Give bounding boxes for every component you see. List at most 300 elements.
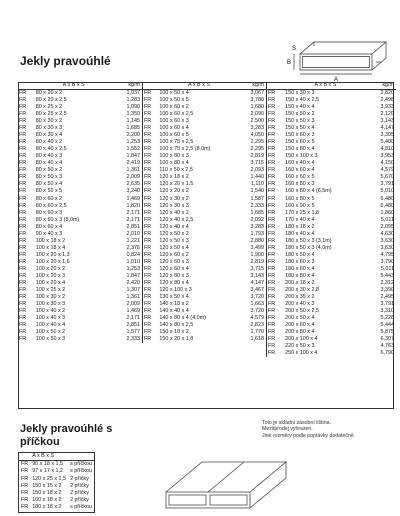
weight-per-meter: 2,851 xyxy=(126,223,140,230)
table-row xyxy=(143,188,267,195)
profile-code: FR xyxy=(19,216,27,223)
profile-dimensions: 200 x 35 x 2 xyxy=(285,293,315,300)
weight-per-meter: 5,011 xyxy=(380,265,394,272)
profile-code: FR xyxy=(268,202,276,209)
weight-per-meter: 1,847 xyxy=(126,272,140,279)
spec-table-1 xyxy=(18,82,142,343)
profile-code: FR xyxy=(268,223,276,230)
profile-dimensions: 100 x 80 x 3 xyxy=(159,153,189,160)
weight-per-meter: 4,147 xyxy=(250,279,264,286)
profile-note: s příčkou xyxy=(70,468,92,475)
weight-per-meter: 2,171 xyxy=(126,216,140,223)
table-row xyxy=(267,322,397,329)
table-row xyxy=(143,287,267,294)
weight-per-meter: 2,312 xyxy=(380,279,394,286)
table-row xyxy=(143,273,267,280)
profile-code: FR xyxy=(144,322,152,329)
profile-code: FR xyxy=(144,336,152,343)
profile-code: FR xyxy=(19,223,27,230)
profile-dimensions: 120 x 80 x 3 xyxy=(159,272,189,279)
profile-dimensions: 150 x 60 x 3 xyxy=(285,132,315,139)
table-row xyxy=(267,259,397,266)
table-row xyxy=(18,259,142,266)
profile-dimensions: 120 x 40 x 2,5 xyxy=(159,216,194,223)
profile-dimensions: 80 x 60 x 3 xyxy=(35,209,63,216)
profile-code: FR xyxy=(268,251,276,258)
profile-dimensions: 160 x 80 x 3 xyxy=(285,181,315,188)
table-row xyxy=(267,188,397,195)
profile-code: FR xyxy=(268,237,276,244)
table-row xyxy=(18,181,142,188)
profile-dimensions: 200 x 30 x 2,8 xyxy=(285,286,319,293)
weight-per-meter: 5,875 xyxy=(380,329,394,336)
weight-per-meter: 1,680 xyxy=(250,104,264,111)
table-row xyxy=(143,280,267,287)
profile-code: FR xyxy=(268,139,276,146)
profile-code: FR xyxy=(144,90,152,97)
profile-dimensions: 120 x 50 x 2 xyxy=(159,230,189,237)
profile-dimensions: 150 x 20 x 1,8 xyxy=(159,336,194,343)
weight-per-meter: 1,900 xyxy=(250,251,264,258)
weight-per-meter: 3,467 xyxy=(250,286,264,293)
profile-dimensions: 220 x 50 x 3 xyxy=(285,343,315,350)
weight-per-meter: 2,171 xyxy=(126,209,140,216)
crossbar-profile-diagram xyxy=(162,438,292,516)
profile-dimensions: 100 x 60 x 4 xyxy=(159,125,189,132)
profile-dimensions: 140 x 18 x 2 xyxy=(159,300,189,307)
profile-code: FR xyxy=(19,308,27,314)
table-row xyxy=(18,336,142,343)
weight-per-meter: 3,630 xyxy=(380,237,394,244)
weight-per-meter: 0,824 xyxy=(126,251,140,258)
profile-dimensions: 80 x 60 x 2 xyxy=(35,195,63,202)
profile-code: FR xyxy=(268,125,276,132)
profile-dimensions: 80 x 20 x 2 xyxy=(35,90,63,97)
table-row xyxy=(143,322,267,329)
table-row xyxy=(18,139,142,146)
profile-code: FR xyxy=(19,265,27,272)
profile-code: FR xyxy=(268,315,276,322)
profile-dimensions: 100 x 25 x 2 xyxy=(35,286,66,293)
table-row xyxy=(18,160,142,167)
profile-dimensions: 100 x 18 x 4 xyxy=(35,244,66,251)
table-row xyxy=(143,315,267,322)
profile-code: FR xyxy=(144,230,152,237)
table-row xyxy=(18,203,142,210)
weight-per-meter: 1,037 xyxy=(126,90,140,97)
weight-per-meter: 1,361 xyxy=(126,293,140,300)
weight-per-meter: 6,307 xyxy=(380,336,394,343)
profile-dimensions: 80 x 60 x 4 xyxy=(35,223,63,230)
profile-code: FR xyxy=(19,195,27,202)
weight-per-meter: 1,860 xyxy=(380,209,394,216)
table-row xyxy=(267,132,397,139)
profile-code: FR xyxy=(268,308,276,314)
profile-code: FR xyxy=(268,258,276,265)
weight-per-meter: 4,795 xyxy=(380,251,394,258)
weight-per-meter: 1,469 xyxy=(126,195,140,202)
profile-dimensions: 110 x 50 x 2,5 xyxy=(159,167,193,174)
weight-per-meter: 3,283 xyxy=(250,125,264,132)
weight-per-meter: 3,067 xyxy=(250,90,264,97)
profile-code: FR xyxy=(144,139,152,146)
profile-dimensions: 100 x 40 x 3 xyxy=(35,315,66,322)
profile-code: FR xyxy=(19,125,27,132)
table-row xyxy=(143,231,267,238)
table-row xyxy=(19,476,95,483)
profile-dimensions: 140 x 80 x 4 (4,0m) xyxy=(159,315,206,322)
profile-code: FR xyxy=(268,300,276,307)
header-dims: A x B x S xyxy=(34,82,114,90)
profile-dimensions: 80 x 50 x 3 xyxy=(35,174,63,181)
weight-per-meter: 1,221 xyxy=(126,237,140,244)
profile-dimensions: 100 x 50 x 3 xyxy=(35,336,66,343)
profile-dimensions: 150 x 80 x 4 xyxy=(285,146,315,153)
table-row xyxy=(143,217,267,224)
weight-per-meter: 2,295 xyxy=(250,139,264,146)
table-row xyxy=(143,238,267,245)
profile-dimensions: 200 x 40 x 3 xyxy=(285,300,315,307)
weight-per-meter: 1,440 xyxy=(250,174,264,181)
profile-code: FR xyxy=(144,167,152,174)
weight-per-meter: 6,790 xyxy=(380,350,394,357)
table-row xyxy=(18,111,142,118)
weight-per-meter: 2,420 xyxy=(126,279,140,286)
profile-dimensions: 250 x 100 x 4 xyxy=(285,350,318,357)
header-kg: kg/m xyxy=(241,82,266,90)
profile-dimensions: 100 x 20 x 2 xyxy=(35,265,66,272)
weight-per-meter: 1,663 xyxy=(250,300,264,307)
table-row xyxy=(18,196,142,203)
table-row xyxy=(267,97,397,104)
weight-per-meter: 2,092 xyxy=(250,216,264,223)
table-row xyxy=(18,188,142,195)
weight-per-meter: 2,851 xyxy=(126,322,140,329)
profile-code: FR xyxy=(21,497,29,504)
profile-code: FR xyxy=(144,272,152,279)
table-row xyxy=(18,125,142,132)
profile-dimensions: 150 x 50 x 2 xyxy=(285,111,315,118)
table-row xyxy=(18,245,142,252)
table-row xyxy=(267,224,397,231)
profile-code: FR xyxy=(19,230,27,237)
table-row xyxy=(18,210,142,217)
profile-code: FR xyxy=(268,279,276,286)
weight-per-meter: 2,880 xyxy=(250,237,264,244)
table-row xyxy=(267,146,397,153)
profile-code: FR xyxy=(19,237,27,244)
table-row xyxy=(18,167,142,174)
weight-per-meter: 3,310 xyxy=(380,308,394,314)
weight-per-meter: 3,240 xyxy=(126,188,140,195)
profile-dimensions: 100 x 60 x 2,5 xyxy=(159,111,194,118)
profile-dimensions: 150 x 18 x 2 xyxy=(159,329,189,336)
table-row xyxy=(267,196,397,203)
profile-dimensions: 150 x 15 x 2 xyxy=(32,482,62,489)
profile-code: FR xyxy=(144,315,152,322)
weight-per-meter: 2,820 xyxy=(380,90,394,97)
profile-code: FR xyxy=(19,97,27,104)
profile-code: FR xyxy=(144,97,152,104)
profile-code: FR xyxy=(144,111,152,118)
table-row xyxy=(143,259,267,266)
stock-note xyxy=(262,420,392,439)
weight-per-meter: 3,953 xyxy=(380,153,394,160)
weight-per-meter: 1,793 xyxy=(250,230,264,237)
profile-dimensions: 97 x 17 x 1,2 xyxy=(32,468,64,475)
weight-per-meter: 5,670 xyxy=(380,174,394,181)
profile-code: FR xyxy=(19,111,27,118)
profile-dimensions: 150 x 30 x 3 xyxy=(285,90,315,97)
profile-dimensions: 150 x 18 x 2 xyxy=(32,490,62,497)
weight-per-meter: 4,763 xyxy=(380,343,394,350)
table-row xyxy=(143,245,267,252)
weight-per-meter: 1,618 xyxy=(250,336,264,343)
table-row xyxy=(143,203,267,210)
profile-dimensions: 120 x 20 x 2 xyxy=(159,188,189,195)
profile-dimensions: 150 x 40 x 4 xyxy=(285,104,315,111)
profile-dimensions: 120 x 20 x 1,5 xyxy=(159,181,194,188)
dim-label-b: B xyxy=(287,60,292,66)
profile-code: FR xyxy=(19,322,27,329)
profile-dimensions: 80 x 30 x 3 xyxy=(35,125,63,132)
weight-per-meter: 5,443 xyxy=(380,272,394,279)
profile-code: FR xyxy=(19,272,27,279)
profile-code: FR xyxy=(19,174,27,181)
table-row xyxy=(267,181,397,188)
profile-code: FR xyxy=(268,329,276,336)
profile-code: FR xyxy=(268,195,276,202)
table-row xyxy=(267,336,397,343)
table-row xyxy=(18,252,142,259)
profile-dimensions: 120 x 40 x 2 xyxy=(159,209,189,216)
profile-dimensions: 80 x 50 x 4 xyxy=(35,181,63,188)
profile-code: FR xyxy=(144,174,152,181)
table-row xyxy=(267,125,397,132)
profile-code: FR xyxy=(144,265,152,272)
table-row xyxy=(19,490,95,497)
profile-code: FR xyxy=(19,315,27,322)
weight-per-meter: 4,810 xyxy=(380,146,394,153)
weight-per-meter: 3,283 xyxy=(250,223,264,230)
weight-per-meter: 3,720 xyxy=(250,308,264,314)
table-row xyxy=(143,167,267,174)
profile-code: FR xyxy=(19,258,27,265)
table-row xyxy=(143,104,267,111)
profile-dimensions: 100 x 50 x 2 xyxy=(35,329,66,336)
weight-per-meter: 1,253 xyxy=(126,265,140,272)
profile-dimensions: 120 x 50 x 3 xyxy=(159,237,189,244)
table-row xyxy=(267,350,397,357)
table-row xyxy=(18,217,142,224)
header-kg: kg/m xyxy=(114,82,142,90)
table-row xyxy=(143,160,267,167)
table-row xyxy=(143,132,267,139)
profile-dimensions: 200 x 50 x 4 xyxy=(285,315,315,322)
profile-dimensions: 100 x 40 x 2 xyxy=(35,308,66,314)
profile-dimensions: 100 x 20 x 4 xyxy=(35,279,66,286)
weight-per-meter: 3,630 xyxy=(380,244,394,251)
weight-per-meter: 2,500 xyxy=(250,118,264,125)
profile-code: FR xyxy=(268,188,276,195)
weight-per-meter: 3,143 xyxy=(380,118,394,125)
profile-code: FR xyxy=(21,475,29,482)
profile-dimensions: 100 x 30 x 2 xyxy=(35,293,66,300)
table-row xyxy=(143,118,267,125)
dim-label-s: S xyxy=(292,46,297,52)
table-row xyxy=(143,146,267,153)
profile-code: FR xyxy=(21,504,29,511)
table-row xyxy=(267,231,397,238)
table-row xyxy=(267,252,397,259)
profile-code: FR xyxy=(268,132,276,139)
weight-per-meter: 3,143 xyxy=(250,272,264,279)
table-row xyxy=(267,280,397,287)
profile-code: FR xyxy=(144,188,152,195)
profile-code: FR xyxy=(144,251,152,258)
weight-per-meter: 2,823 xyxy=(250,322,264,329)
profile-dimensions: 80 x 60 x 2,5 xyxy=(35,202,67,209)
profile-note: s příčkou xyxy=(70,461,92,468)
crossbar-table-wrap xyxy=(18,452,95,513)
profile-dimensions: 160 x 80 x 4 (6,5m) xyxy=(285,188,332,195)
table-row xyxy=(18,301,142,308)
table-row xyxy=(267,238,397,245)
table-row xyxy=(267,139,397,146)
table-row xyxy=(18,273,142,280)
table-row xyxy=(18,287,142,294)
profile-dimensions: 120 x 18 x 2 xyxy=(159,174,189,181)
profile-code: FR xyxy=(144,329,152,336)
weight-per-meter: 2,333 xyxy=(126,336,140,343)
profile-note: 2 příčky xyxy=(70,482,89,489)
table-column-2 xyxy=(142,82,266,357)
profile-note: 2 příčky xyxy=(70,475,89,482)
profile-code: FR xyxy=(268,293,276,300)
table-row xyxy=(143,97,267,104)
profile-code: FR xyxy=(144,258,152,265)
table-row xyxy=(267,118,397,125)
profile-dimensions: 120 x 30 x 2 xyxy=(159,195,189,202)
table-row xyxy=(143,294,267,301)
table-row xyxy=(143,301,267,308)
table-row xyxy=(143,329,267,336)
profile-dimensions: 90 x 18 x 1,5 xyxy=(32,461,64,468)
weight-per-meter: 1,685 xyxy=(126,125,140,132)
page-title: Jekly pravoúhlé xyxy=(20,54,111,68)
weight-per-meter: 1,253 xyxy=(126,139,140,146)
profile-dimensions: 180 x 40 x 4 xyxy=(285,230,315,237)
profile-dimensions: 100 x 60 x 5 xyxy=(159,132,189,139)
profile-code: FR xyxy=(268,272,276,279)
table-row xyxy=(143,266,267,273)
table-row xyxy=(267,160,397,167)
table-row xyxy=(267,104,397,111)
profile-dimensions: 160 x 90 x 5 xyxy=(285,202,315,209)
profile-dimensions: 160 x 40 x 4 xyxy=(285,160,315,167)
table-row xyxy=(267,203,397,210)
profile-code: FR xyxy=(19,167,27,174)
table-row xyxy=(18,266,142,273)
profile-dimensions: 150 x 40 x 2,5 xyxy=(285,97,319,104)
table-row xyxy=(267,90,397,98)
weight-per-meter: 2,093 xyxy=(250,167,264,174)
profile-dimensions: 120 x 30 x 3 xyxy=(159,202,189,209)
table-row xyxy=(18,97,142,104)
profile-code: FR xyxy=(19,132,27,139)
weight-per-meter: 1,552 xyxy=(126,146,140,153)
profile-dimensions: 80 x 25 x 2,5 xyxy=(35,111,67,118)
weight-per-meter: 1,010 xyxy=(126,258,140,265)
table-row xyxy=(19,504,95,512)
profile-dimensions: 200 x 18 x 2 xyxy=(285,279,315,286)
profile-dimensions: 100 x 40 x 4 xyxy=(35,322,66,329)
weight-per-meter: 2,090 xyxy=(250,111,264,118)
table-column-3 xyxy=(266,82,396,357)
profile-code: FR xyxy=(268,104,276,111)
weight-per-meter: 3,499 xyxy=(250,244,264,251)
weight-per-meter: 2,819 xyxy=(250,258,264,265)
weight-per-meter: 3,720 xyxy=(250,293,264,300)
spec-table-2 xyxy=(142,82,266,343)
profile-dimensions: 140 x 80 x 2,5 xyxy=(159,322,194,329)
profile-code: FR xyxy=(268,111,276,118)
profile-code: FR xyxy=(19,202,27,209)
profile-code: FR xyxy=(268,174,276,181)
profile-dimensions: 140 x 40 x 4 xyxy=(159,308,189,314)
weight-per-meter: 4,147 xyxy=(380,125,394,132)
profile-dimensions: 180 x 18 x 2 xyxy=(285,223,315,230)
profile-code: FR xyxy=(144,237,152,244)
profile-code: FR xyxy=(268,97,276,104)
table-row xyxy=(267,343,397,350)
table-row xyxy=(267,111,397,118)
header-dims: A x B x S xyxy=(157,82,240,90)
header-kg: kg/m xyxy=(368,82,396,90)
profile-dimensions: 120 x 80 x 4 xyxy=(159,279,189,286)
profile-code: FR xyxy=(144,146,152,153)
weight-per-meter: 2,495 xyxy=(380,293,394,300)
weight-per-meter: 2,333 xyxy=(250,202,264,209)
weight-per-meter: 3,933 xyxy=(380,104,394,111)
profile-dimensions: 80 x 50 x 5 xyxy=(35,188,63,195)
profile-dimensions: 150 x 50 x 4 xyxy=(285,125,315,132)
profile-dimensions: 160 x 60 x 4 xyxy=(285,167,315,174)
profile-code: FR xyxy=(268,167,276,174)
table-row xyxy=(18,153,142,160)
weight-per-meter: 2,635 xyxy=(126,181,140,188)
table-row xyxy=(267,167,397,174)
profile-dimensions: 160 x 80 x 5 xyxy=(285,195,315,202)
profile-code: FR xyxy=(144,279,152,286)
profile-dimensions: 180 x 18 x 2 xyxy=(32,504,62,511)
table-row xyxy=(18,231,142,238)
weight-per-meter: 2,419 xyxy=(126,160,140,167)
table-row xyxy=(267,210,397,217)
profile-code: FR xyxy=(144,202,152,209)
profile-code: FR xyxy=(19,300,27,307)
profile-dimensions: 170 x 40 x 4 xyxy=(285,216,315,223)
table-column-1 xyxy=(18,82,142,357)
weight-per-meter: 5,010 xyxy=(380,188,394,195)
profile-code: FR xyxy=(144,300,152,307)
table-row xyxy=(267,217,397,224)
profile-code: FR xyxy=(268,181,276,188)
table-row xyxy=(143,210,267,217)
profile-code: FR xyxy=(19,160,27,167)
profile-code: FR xyxy=(21,468,29,475)
profile-dimensions: 150 x 60 x 5 xyxy=(285,139,315,146)
